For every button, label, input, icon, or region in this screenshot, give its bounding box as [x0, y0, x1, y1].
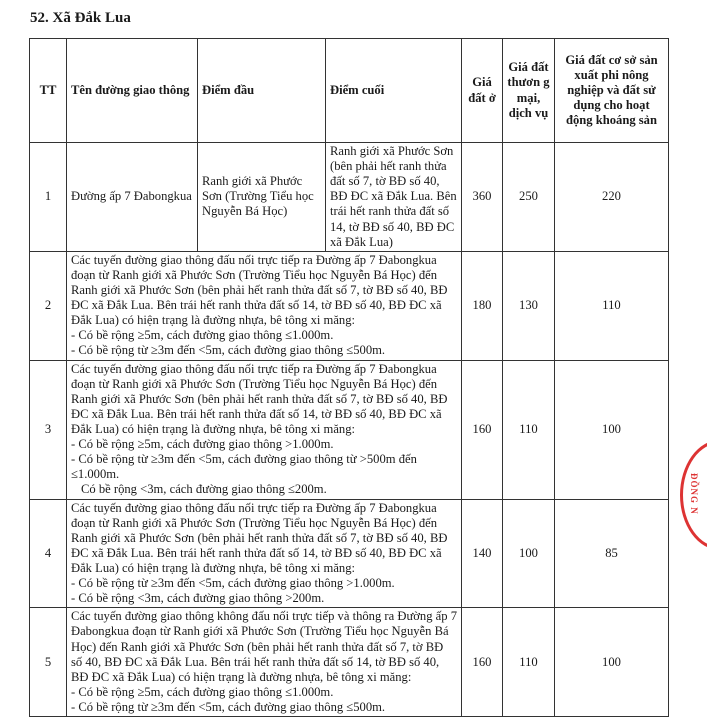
row-price-production: 100 — [555, 360, 669, 499]
description-line: - Có bề rộng từ ≥3m đến <5m, cách đường giao thông >1.000m. — [71, 576, 395, 591]
col-header-production: Giá đất cơ sở sản xuất phi nông nghiệp và đất sử dụng cho hoạt động khoáng sản — [555, 39, 669, 143]
table-row — [30, 251, 669, 360]
row-price-commercial: 110 — [503, 360, 555, 499]
row-tt: 1 — [30, 143, 67, 252]
description-line: Các tuyến đường giao thông đấu nối trực tiếp ra Đường ấp 7 Đabongkua đoạn từ Ranh giới xã Phước Sơn (Trường Tiểu học Nguyễn Bá Học) đến Ranh giới xã Phước Sơn (bên phải hết ranh thửa đất số 7, tờ BĐ số 40, BĐ ĐC xã Đắk Lua. Bên trái hết ranh thửa đất số 14, tờ BĐ số 40, BĐ ĐC xã Đắk Lua) có hiện trạng là đường nhựa, bê tông xi măng: — [71, 361, 448, 436]
seal-text: ĐỒNG N — [689, 473, 699, 515]
description-line: - Có bề rộng từ ≥3m đến <5m, cách đường giao thông ≤500m. — [71, 343, 386, 358]
description-line: Các tuyến đường giao thông đấu nối trực tiếp ra Đường ấp 7 Đabongkua đoạn từ Ranh giới xã Phước Sơn (Trường Tiểu học Nguyễn Bá Học) đến Ranh giới xã Phước Sơn (bên phải hết ranh thửa đất số 7, tờ BĐ số 40, BĐ ĐC xã Đắk Lua. Bên trái hết ranh thửa đất số 14, tờ BĐ số 40, BĐ ĐC xã Đắk Lua) có hiện trạng là đường nhựa, bê tông xi măng: — [71, 500, 448, 575]
table-row — [30, 360, 669, 499]
row-price-production: 100 — [555, 608, 669, 717]
official-seal — [680, 440, 707, 550]
row-price-residential: 160 — [462, 360, 503, 499]
table-row — [30, 608, 669, 717]
table-row — [30, 143, 669, 252]
description-line: Có bề rộng <3m, cách đường giao thông ≤200m. — [81, 482, 327, 497]
row-price-commercial: 130 — [503, 251, 555, 360]
row-price-commercial: 100 — [503, 499, 555, 608]
col-header-road: Tên đường giao thông — [67, 39, 198, 143]
description-line: - Có bề rộng từ ≥3m đến <5m, cách đường giao thông từ >500m đến ≤1.000m. — [71, 452, 417, 482]
description-line: - Có bề rộng ≥5m, cách đường giao thông ≤1.000m. — [71, 684, 334, 699]
description-line: Các tuyến đường giao thông không đấu nối trực tiếp và thông ra Đường ấp 7 Đabongkua đoạn từ Ranh giới xã Phước Sơn (Trường Tiểu học Nguyễn Bá Học) đến Ranh giới xã Phước Sơn (bên phải hết ranh thửa đất số 7, tờ BĐ số 40, BĐ ĐC xã Đắk Lua. Bên trái hết ranh thửa đất số 14, tờ BĐ số 40, BĐ ĐC xã Đắk Lua) có hiện trạng là đường nhựa, bê tông xi măng: — [71, 609, 457, 684]
col-header-tt: TT — [30, 39, 67, 143]
row-description — [67, 499, 462, 608]
row-price-residential: 360 — [462, 143, 503, 252]
col-header-start: Điểm đầu — [198, 39, 326, 143]
row-description — [67, 251, 462, 360]
row-price-residential: 180 — [462, 251, 503, 360]
row-tt: 2 — [30, 251, 67, 360]
description-line: - Có bề rộng ≥5m, cách đường giao thông ≤1.000m. — [71, 328, 334, 343]
row-price-production: 220 — [555, 143, 669, 252]
table-header-row — [30, 39, 669, 143]
row-road-name: Đường ấp 7 Đabongkua — [67, 143, 198, 252]
row-price-production: 110 — [555, 251, 669, 360]
row-end-point: Ranh giới xã Phước Sơn (bên phải hết ranh thửa đất số 7, tờ BĐ số 40, BĐ ĐC xã Đắk Lua. Bên trái hết ranh thửa đất số 14, tờ BĐ số 40, BĐ ĐC xã Đắk Lua) — [326, 143, 462, 252]
row-price-commercial: 110 — [503, 608, 555, 717]
description-line: - Có bề rộng từ ≥3m đến <5m, cách đường giao thông ≤500m. — [71, 699, 386, 714]
col-header-residential: Giá đất ở — [462, 39, 503, 143]
row-description — [67, 608, 462, 717]
row-price-residential: 160 — [462, 608, 503, 717]
row-price-residential: 140 — [462, 499, 503, 608]
row-tt: 3 — [30, 360, 67, 499]
description-line: - Có bề rộng ≥5m, cách đường giao thông >1.000m. — [71, 437, 334, 452]
col-header-end: Điểm cuối — [326, 39, 462, 143]
row-tt: 4 — [30, 499, 67, 608]
section-heading: 52. Xã Đắk Lua — [30, 10, 131, 26]
table-row — [30, 499, 669, 608]
description-line: - Có bề rộng <3m, cách đường giao thông >200m. — [71, 591, 325, 606]
row-description — [67, 360, 462, 499]
row-price-commercial: 250 — [503, 143, 555, 252]
row-tt: 5 — [30, 608, 67, 717]
row-price-production: 85 — [555, 499, 669, 608]
row-start-point: Ranh giới xã Phước Sơn (Trường Tiểu học Nguyễn Bá Học) — [198, 143, 326, 252]
description-line: Các tuyến đường giao thông đấu nối trực tiếp ra Đường ấp 7 Đabongkua đoạn từ Ranh giới xã Phước Sơn (Trường Tiểu học Nguyễn Bá Học) đến Ranh giới xã Phước Sơn (bên phải hết ranh thửa đất số 7, tờ BĐ số 40, BĐ ĐC xã Đắk Lua. Bên trái hết ranh thửa đất số 14, tờ BĐ số 40, BĐ ĐC xã Đắk Lua) có hiện trạng là đường nhựa, bê tông xi măng: — [71, 252, 448, 328]
land-price-table — [29, 38, 669, 717]
col-header-commercial: Giá đất thươn g mại, dịch vụ — [503, 39, 555, 143]
